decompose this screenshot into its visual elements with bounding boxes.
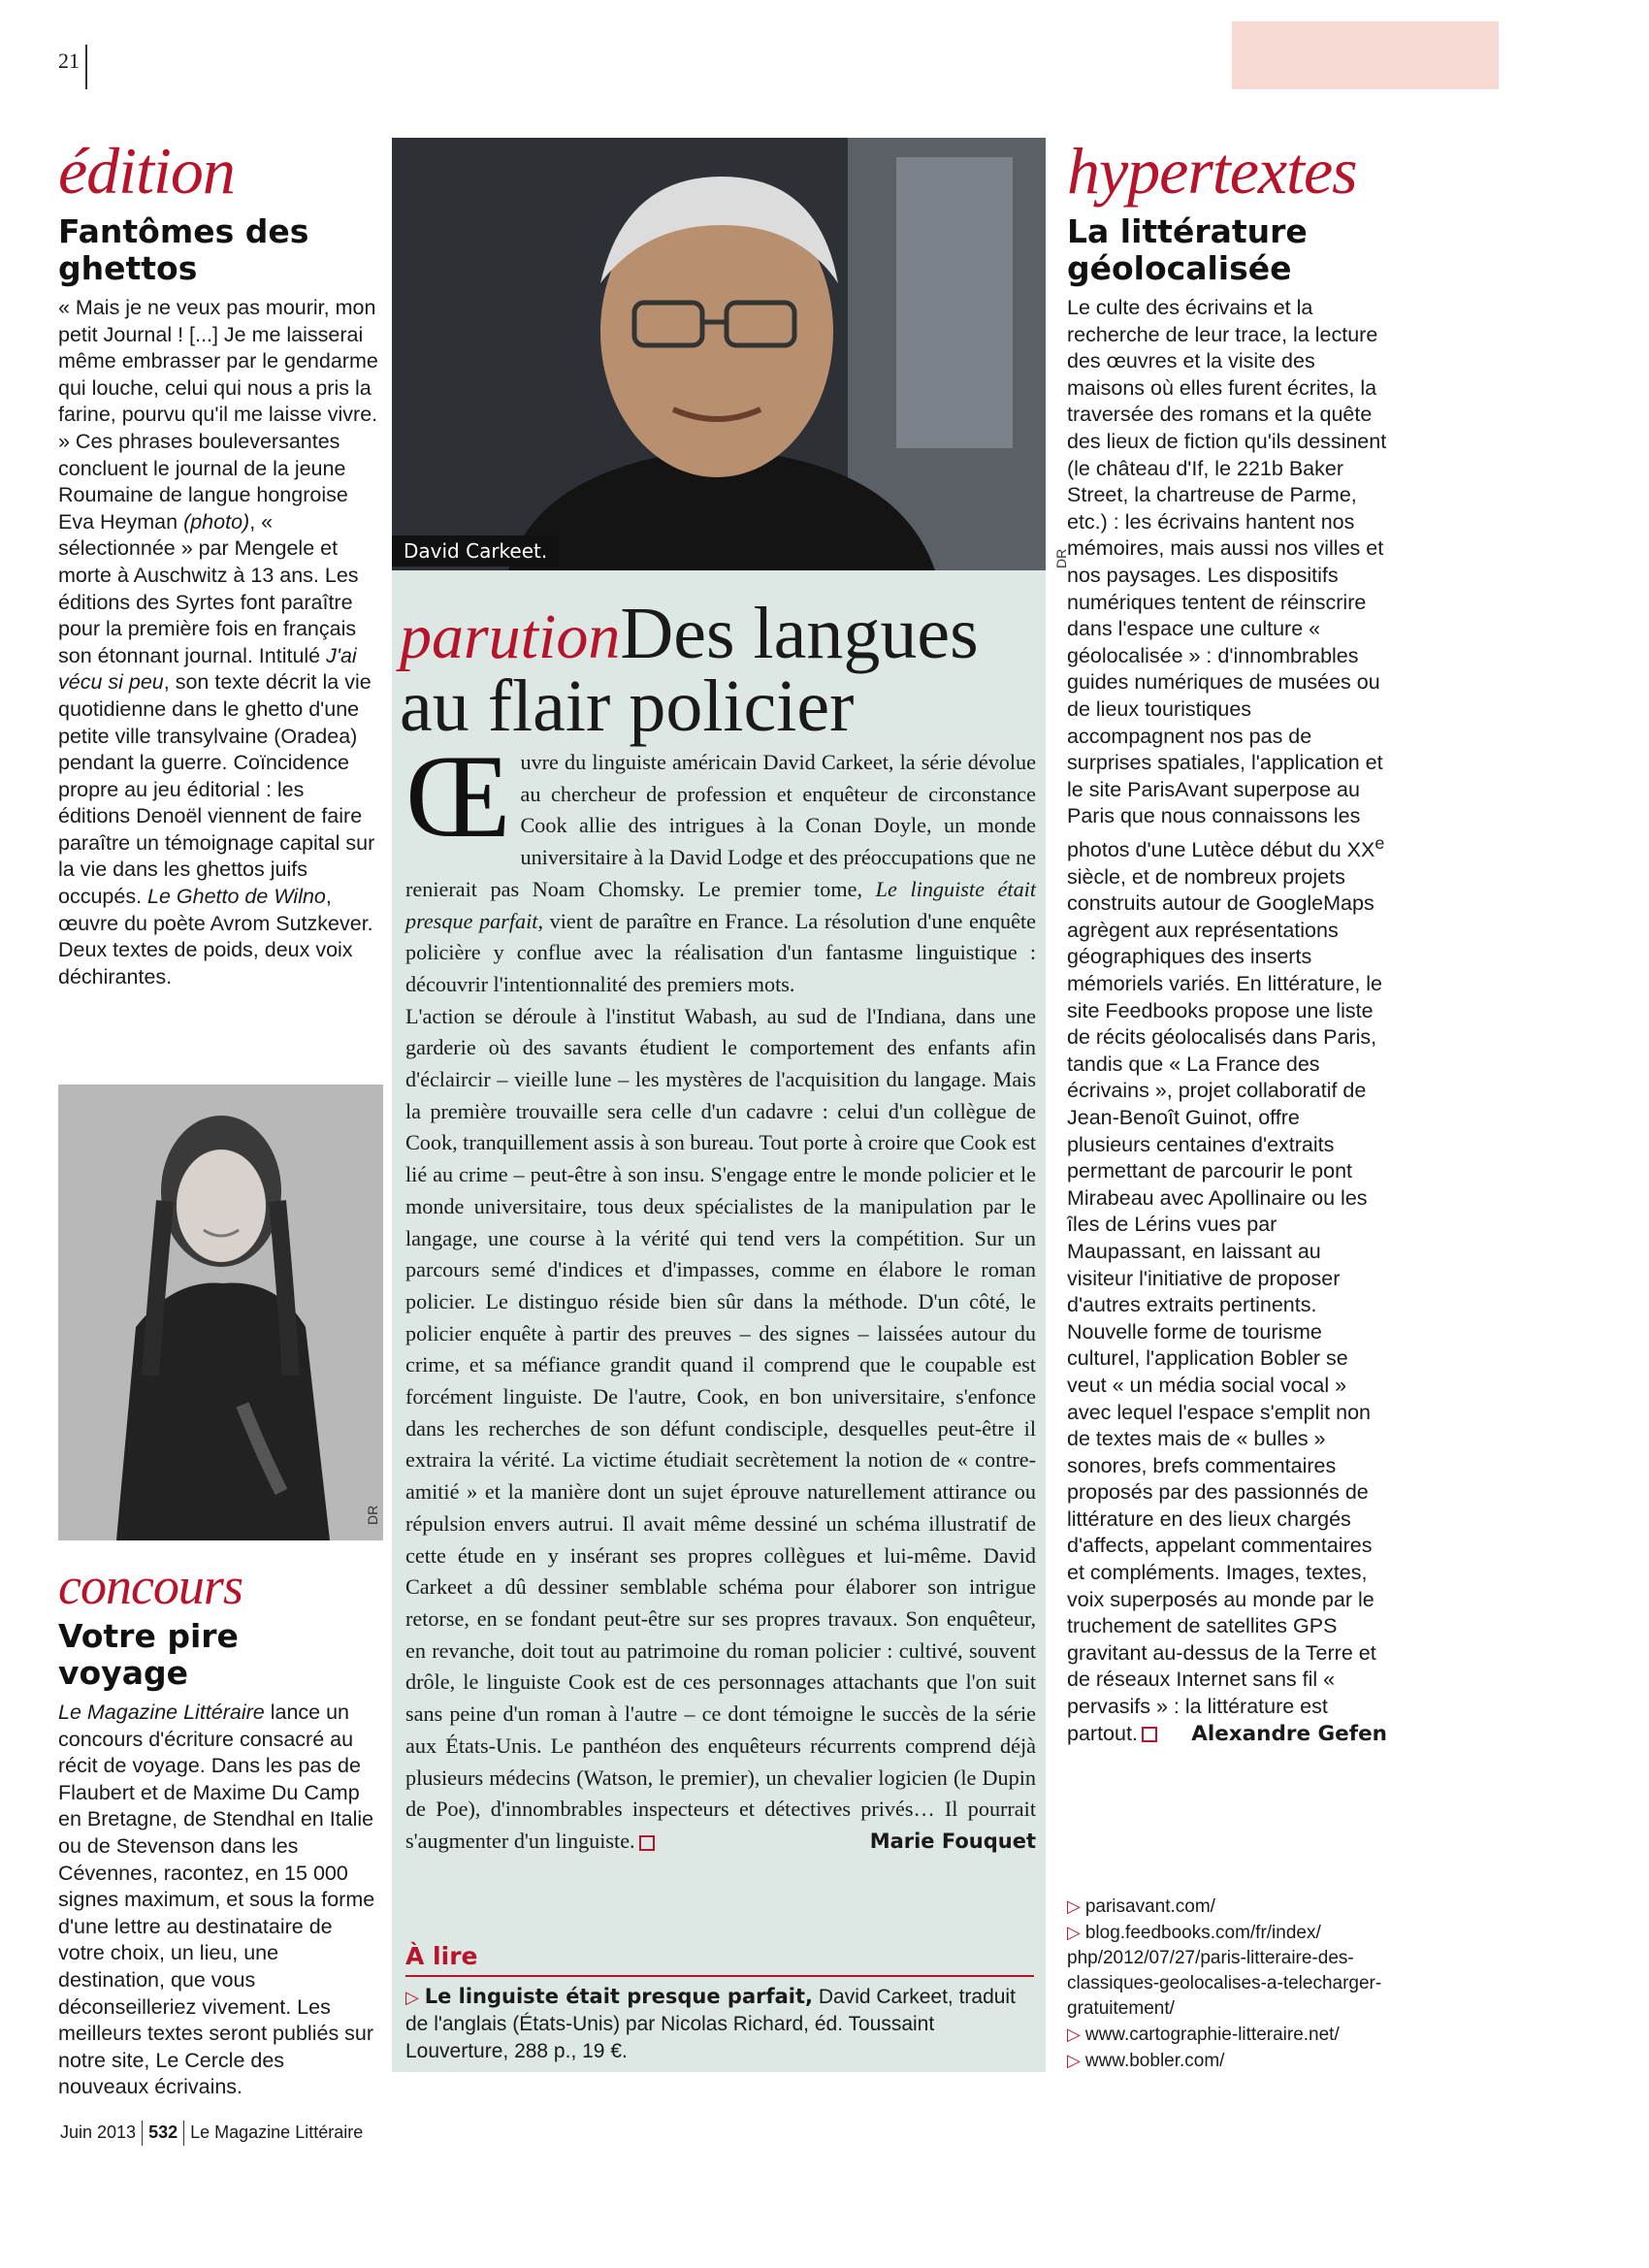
a-lire-heading: À lire [405,1942,478,1970]
main-headline [400,592,1030,676]
right-column [1067,134,1387,1747]
girl-portrait-icon [58,1085,383,1540]
article-text: uvre du linguiste américain David Carkeet, la série dévolue au chercheur de profession et enquêteur de circonstance Cook allie des intrigues à la Conan Doyle, un monde universitaire à la David Lodge et des préoccupations que ne renierait pas Noam Chomsky. Le premier tome, Le linguiste était presque parfait, vient de paraître en France. La résolution d'une enquête policière y conflue avec la réalisation d'un fantasme linguistique : découvrir l'intentionnalité des premiers mots. L'action se déroule à l'institut Wabash, au sud de l'Indiana, dans une garderie où des savants étudient le comportement des enfants afin d'éclaircir – vieille lune – les mystères de l'acquisition du langage. Mais la première trouvaille sera celle d'un cadavre : celui d'un collègue de Cook, tranquillement assis à son bureau. Tout porte à croire que Cook est lié au crime – peut-être à son insu. S'engage entre le monde policier et le monde universitaire, tous deux spécialistes de la manipulation par le langage, une course à la vérité qui tend vers la compétition. Sur un parcours semé d'indices et d'impasses, comme en élabore le roman policier. Le distinguo réside bien sûr dans la méthode. D'un côté, le policier enquête à partir des preuves – des signes – laissées autour du crime, et sa méfiance grandit quand il comprend que le coupable est forcément linguiste. De l'autre, Cook, en bon universitaire, s'enfonce dans les recherches de son défunt condisciple, desquelles peut-être il extraira la vérité. La victime étudiait secrètement la notion de « contre-amitié » et la manière dont un sujet éprouve naturellement attirance ou répulsion envers autrui. Il avait même dessiné un schéma illustratif de cette étude en y insérant ses propres collègues et lui-même. David Carkeet a dû dessiner semblable schéma pour élaborer son intrigue retorse, en se fondant peut-être sur ses propres travaux. Son enquêteur, en revanche, doit tout au patrimoine du roman policier : cultivé, souvent drôle, le linguiste Cook est de ces personnages attachants que l'on suit sans peine d'un roman à l'autre – ce dont témoigne le succès de la série aux États-Unis. Le panthéon des enquêteurs récurrents comprend déjà plusieurs médecins (Watson, le premier), un chevalier logicien (le Dupin de Poe), d'innombrables inspecteurs et détectives privés… Il pourrait s'augmenter d'un linguiste. [405,750,1036,1853]
footer-divider [142,2121,143,2146]
eva-heyman-photo [58,1085,383,1540]
edition-body: « Mais je ne veux pas mourir, mon petit Journal ! [...] Je me laisserai même embrasser par le gendarme qui louche, celui qui nous a pris la farine, pourvu qu'il me laisse vivre. » Ces phrases bouleversantes concluent le journal de la jeune Roumaine de langue hongroise Eva Heyman (photo), « sélectionnée » par Mengele et morte à Auschwitz à 13 ans. Les éditions des Syrtes font paraître pour la première fois en français son étonnant journal. Intitulé J'ai vécu si peu, son texte décrit la vie quotidienne dans le ghetto d'une petite ville transylvaine (Oradea) pendant la guerre. Coïncidence propre au jeu éditorial : les éditions Denoël viennent de faire paraître un témoignage capital sur la vie dans les ghettos juifs occupés. Le Ghetto de Wilno, œuvre du poète Avrom Sutzkever. Deux textes de poids, deux voix déchirantes. [58,296,378,988]
hypertextes-body [1067,295,1387,1747]
book-details: David Carkeet, traduit de l'anglais (États-Unis) par Nicolas Richard, éd. Toussaint Louverture, 288 p., 19 €. [405,1986,1016,2062]
girl-photo-credit: DR [365,1505,380,1525]
footer-issue: 532 [148,2122,178,2142]
triangle-bullet-icon: ▷ [405,1988,419,2007]
headline-line2: au flair policier [400,665,855,747]
link-item[interactable]: ▷ parisavant.com/ [1067,1896,1215,1917]
page-number: 21 [58,49,80,73]
footer-date: Juin 2013 [60,2122,137,2142]
concours-section [58,1557,378,2101]
triangle-bullet-icon: ▷ [1067,2025,1085,2044]
a-lire-rule [405,1975,1034,1977]
hypertextes-title: La littérature géolocalisée [1067,212,1308,287]
edition-title: Fantômes des ghettos [58,212,309,287]
concours-title: Votre pire voyage [58,1617,239,1692]
link-item[interactable]: ▷ www.cartographie-litteraire.net/ [1067,2025,1340,2045]
edition-kicker: édition [58,134,235,208]
triangle-bullet-icon: ▷ [1067,1896,1085,1916]
page-number-rule [85,45,87,89]
hypertextes-author: Alexandre Gefen [1191,1721,1387,1746]
book-title: Le linguiste était presque parfait, [424,1985,813,2008]
triangle-bullet-icon: ▷ [1067,2051,1085,2070]
a-lire-entry [405,1983,1036,2065]
link-item[interactable]: ▷ blog.feedbooks.com/fr/index/ [1067,1923,1321,1943]
link-continuation[interactable]: classiques-geolocalises-a-telecharger- [1067,1973,1382,1993]
link-continuation[interactable]: php/2012/07/27/paris-litteraire-des- [1067,1948,1354,1968]
left-column [58,134,378,990]
concours-body: Le Magazine Littéraire lance un concours d'écriture consacré au récit de voyage. Dans les pas de Flaubert et de Maxime Du Camp en Bretagne, de Stendhal en Italie ou de Stevenson dans les Cévennes, racontez, en 15 000 signes maximum, et sous la forme d'une lettre au destinataire de votre choix, un lieu, une destination, que vous déconseilleriez vivement. Les meilleurs textes seront publiés sur notre site, Le Cercle des nouveaux écrivains. [58,1701,375,2099]
concours-kicker: concours [58,1557,242,1615]
hypertextes-kicker: hypertextes [1067,134,1357,208]
link-continuation[interactable]: gratuitement/ [1067,1998,1175,2019]
drop-cap: Œ [405,731,511,862]
hypertextes-text: Le culte des écrivains et la recherche de leur trace, la lecture des œuvres et la visite des maisons où elles furent écrites, la traversée des romans et la quête des lieux de fiction qu'ils dessinent (le château d'If, le 221b Baker Street, la chartreuse de Parme, etc.) : les écrivains hantent nos mémoires, mais aussi nos villes et nos paysages. Les dispositifs numériques tentent de réinscrire dans l'espace une culture « géolocalisée » : d'innombrables guides numériques de musées ou de lieux touristiques accompagnent nos pas de surprises spatiales, l'application et le site ParisAvant superpose au Paris que nous connaissons les photos d'une Lutèce début du XXe siècle, et de nombreux projets construits autour de GoogleMaps agrègent aux représentations géographiques des inserts mémoriels variés. En littérature, le site Feedbooks propose une liste de récits géolocalisés dans Paris, tandis que « La France des écrivains », projet collaboratif de Jean-Benoît Guinot, offre plusieurs centaines d'extraits permettant de parcourir le pont Mirabeau avec Apollinaire ou les îles de Lérins vues par Maupassant, en laissant au visiteur l'initiative de proposer d'autres extraits pertinents. Nouvelle forme de tourisme culturel, l'application Bobler se veut « un média social vocal » avec lequel l'espace s'emplit non de textes mais de « bulles » sonores, brefs commentaires proposés par des passionnés de littérature en des lieux chargés d'affects, appelant commentaires et compléments. Images, textes, voix superposés au monde par le truchement de satellites GPS gravitant au-dessus de la Terre et de réseaux Internet sans fil « pervasifs » : la littérature est partout. [1067,296,1387,1745]
carkeet-photo [392,138,1046,570]
link-list [1067,1894,1381,2074]
triangle-bullet-icon: ▷ [1067,1923,1085,1942]
photo-caption: David Carkeet. [392,535,559,567]
portrait-man-icon [392,138,1046,570]
page-footer [60,2121,363,2146]
parution-kicker: parution [400,601,621,672]
center-photo-credit: DR [1053,548,1069,568]
footer-magazine: Le Magazine Littéraire [190,2122,364,2142]
square-end-icon [1142,1727,1157,1742]
square-end-icon [639,1835,655,1851]
footer-divider [183,2121,184,2146]
article-author: Marie Fouquet [869,1829,1036,1853]
headline-line1: Des langues [620,593,979,674]
link-item[interactable]: ▷ www.bobler.com/ [1067,2051,1225,2071]
article-body [405,731,1036,1858]
corner-tab [1232,21,1499,89]
